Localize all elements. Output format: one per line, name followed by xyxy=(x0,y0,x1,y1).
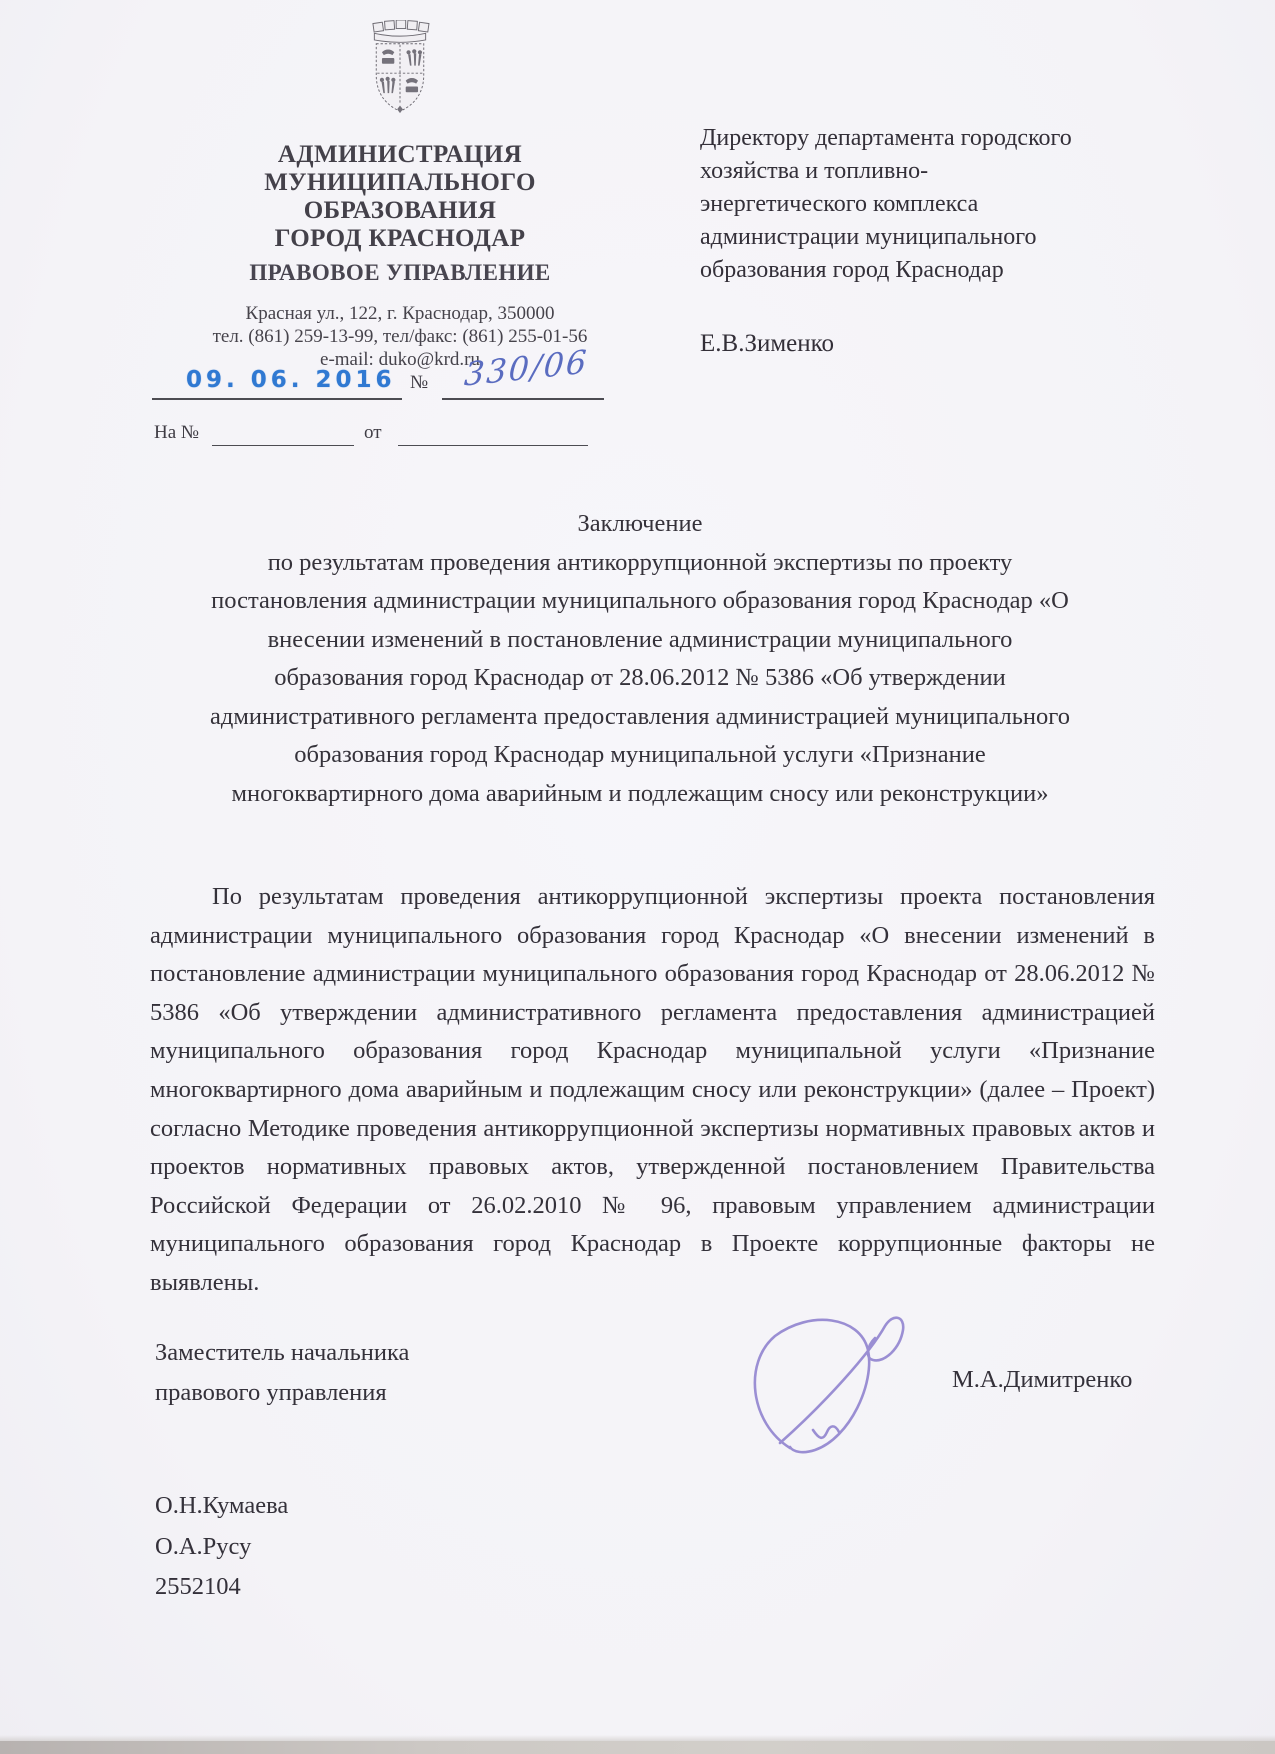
reply-date-underline xyxy=(398,445,588,446)
handwritten-number: 330/06 xyxy=(462,342,590,394)
scan-bottom-edge xyxy=(0,1741,1275,1754)
number-underline xyxy=(442,398,604,400)
executor-name: О.Н.Кумаева xyxy=(155,1492,289,1519)
document-title: Заключение xyxy=(577,510,703,537)
date-underline xyxy=(152,398,402,400)
signer-position-line2: правового управления xyxy=(155,1379,387,1406)
executor-name: О.А.Русу xyxy=(155,1532,252,1560)
reply-to-number-label: На № xyxy=(154,422,200,443)
letterhead xyxy=(170,20,630,371)
org-name-line3: ГОРОД КРАСНОДАР xyxy=(274,225,526,252)
reply-from-label: от xyxy=(364,422,382,443)
signer-position xyxy=(155,1333,409,1413)
recipient-name: Е.В.Зименко xyxy=(700,330,835,357)
signer-position-line1: Заместитель начальника xyxy=(155,1339,410,1366)
org-name-line1: АДМИНИСТРАЦИЯ xyxy=(277,141,523,168)
recipient-line: образования город Краснодар xyxy=(700,257,1004,283)
title-subject-line: постановления администрации муниципального образования город Краснодар «О xyxy=(211,587,1069,614)
title-subject-line: внесении изменений в постановление администрации муниципального xyxy=(267,625,1013,653)
title-subject-line: административного регламента предоставления администрацией муниципального xyxy=(210,702,1070,730)
org-phone: тел. (861) 259-13-99, тел/факс: (861) 255-01-56 xyxy=(212,326,588,347)
recipient-line: энергетического комплекса xyxy=(700,191,979,217)
title-subject-line: по результатам проведения антикоррупционной экспертизы по проекту xyxy=(267,548,1013,576)
title-subject-line: образования город Краснодар от 28.06.2012 № 5386 «Об утверждении xyxy=(274,664,1006,691)
org-name-line2: МУНИЦИПАЛЬНОГО ОБРАЗОВАНИЯ xyxy=(264,169,536,224)
krasnodar-coat-of-arms-icon xyxy=(369,20,431,115)
body-paragraph: По результатам проведения антикоррупционной экспертизы проекта постановления администрации муниципального образования город Краснодар «О внесении изменений в постановление администрации муниципального образования город Краснодар от 28.06.2012 № 5386 «Об утверждении административного регламента предоставления администрацией муниципального образования город Краснодар муниципальной услуги «Признание многоквартирного дома аварийным и подлежащим сносу или реконструкции» (далее – Проект) согласно Методике проведения антикоррупционной экспертизы нормативных правовых актов и проектов нормативных правовых актов, утвержденной постановлением Правительства Российской Федерации от 26.02.2010 № 96, правовым управлением администрации муниципального образования город Краснодар в Проекте коррупционные факторы не выявлены. xyxy=(150,883,1155,1296)
handwritten-signature xyxy=(735,1308,935,1458)
recipient-line: хозяйства и топливно- xyxy=(700,158,929,184)
org-address: Красная ул., 122, г. Краснодар, 350000 xyxy=(245,303,555,324)
recipient-line: администрации муниципального xyxy=(700,224,1037,250)
signer-name: М.А.Димитренко xyxy=(952,1366,1133,1393)
recipient-address xyxy=(700,122,1100,287)
title-subject-line: многоквартирного дома аварийным и подлежащим сносу или реконструкции» xyxy=(231,779,1049,807)
number-label: № xyxy=(410,372,429,393)
org-email: e-mail: duko@krd.ru xyxy=(320,349,480,370)
department-name: ПРАВОВОЕ УПРАВЛЕНИЕ xyxy=(249,260,551,285)
document-title-block xyxy=(140,505,1140,813)
date-stamp: 09. 06. 2016 xyxy=(186,367,396,393)
reply-number-underline xyxy=(212,445,354,446)
title-subject-line: образования город Краснодар муниципальной услуги «Признание xyxy=(294,741,986,768)
recipient-line: Директору департамента городского xyxy=(700,125,1072,151)
executor-phone: 2552104 xyxy=(155,1573,241,1600)
executors-block xyxy=(155,1486,288,1608)
